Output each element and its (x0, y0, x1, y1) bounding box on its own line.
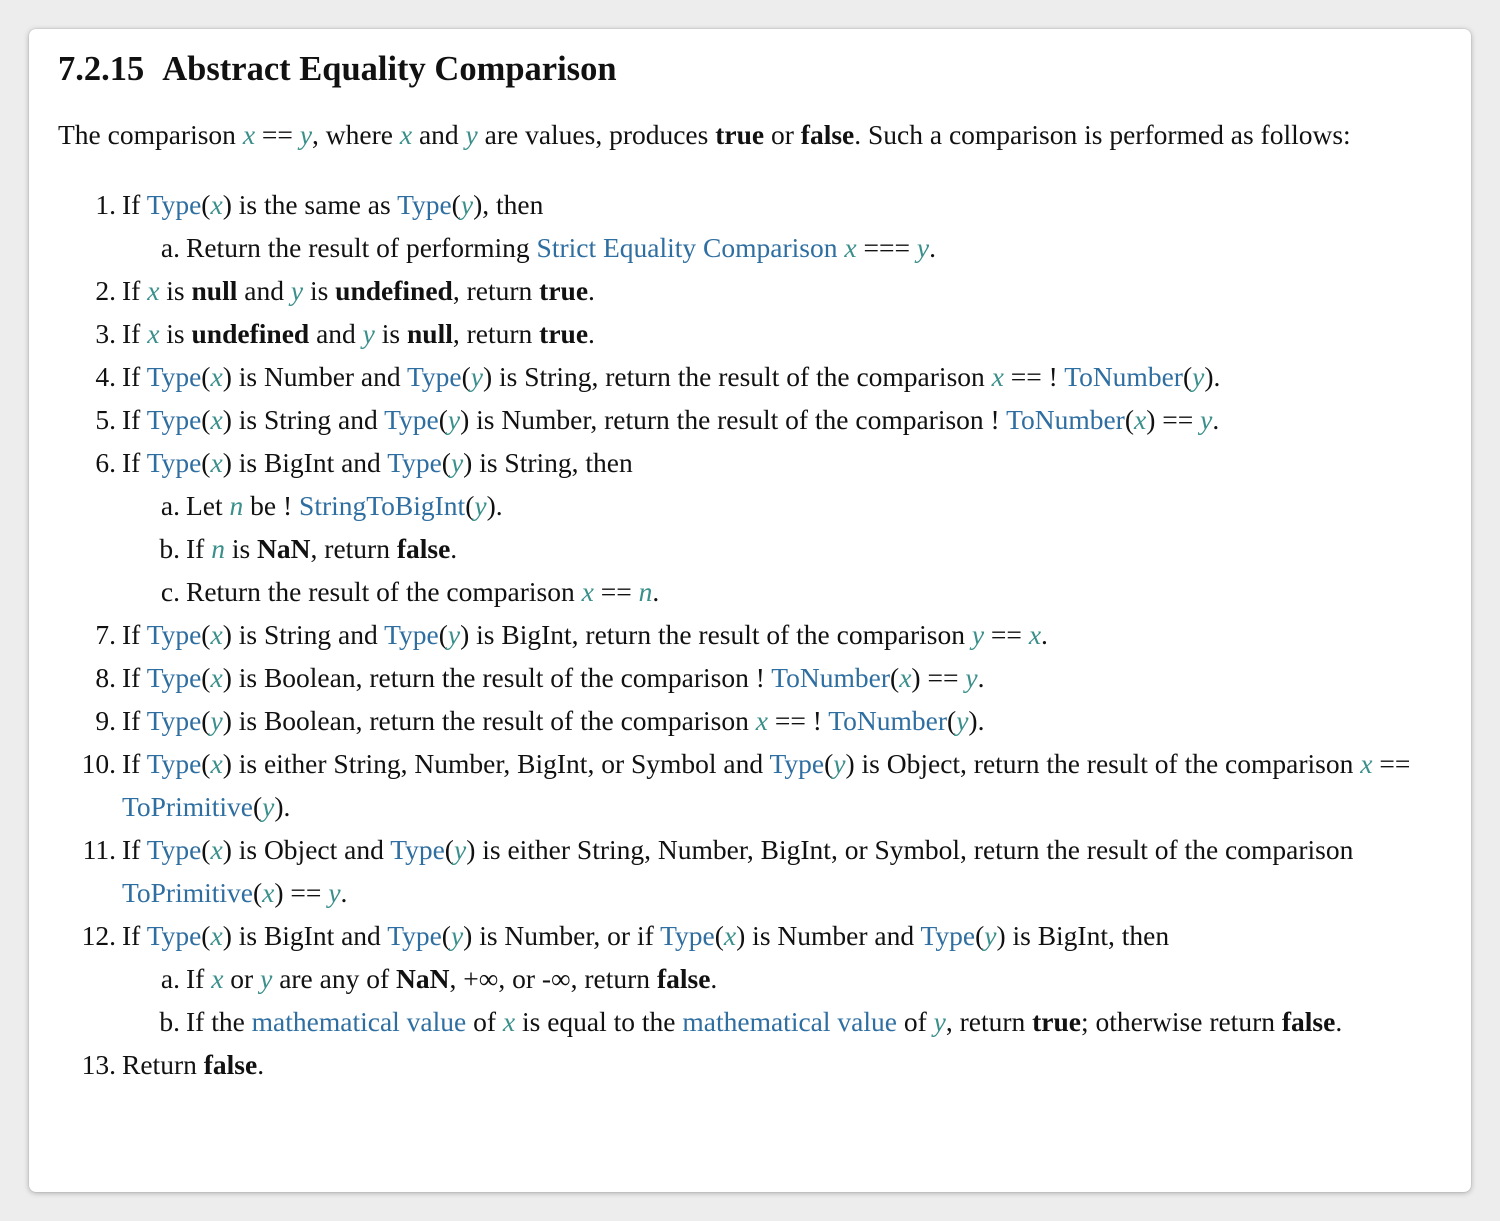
var-y: y (956, 705, 969, 736)
step-number: 2. (95, 275, 116, 306)
var-y: y (450, 920, 464, 951)
step-text: ( (1182, 361, 1193, 392)
var-y: y (460, 189, 474, 220)
step-text: is (159, 318, 192, 349)
step-text: If (122, 834, 147, 865)
step-text: is (159, 275, 192, 306)
step-text: ) == (274, 877, 329, 908)
step-text: If (122, 748, 147, 779)
step-text: ( (441, 447, 451, 478)
step-text: , return (310, 533, 397, 564)
step-text: . (450, 533, 458, 564)
step-text: ) is String, return the result of the comparison (483, 361, 992, 392)
step-text: is (224, 533, 258, 564)
step-text: == (1372, 748, 1411, 779)
step-text: ( (1124, 404, 1135, 435)
value-true: true (715, 119, 765, 150)
var-x: x (899, 662, 912, 693)
var-x: x (210, 361, 223, 392)
var-n: n (638, 576, 653, 607)
var-x: x (147, 275, 160, 306)
step-text: Let (186, 490, 230, 521)
step-text: ( (441, 920, 451, 951)
var-y: y (328, 877, 341, 908)
step-text: ( (714, 920, 724, 951)
step-text: ( (890, 662, 900, 693)
value-nan: NaN (396, 963, 450, 994)
link-type[interactable]: Type (384, 619, 439, 650)
step-text: ( (201, 619, 211, 650)
step-text: ( (947, 705, 957, 736)
intro-text: are values, produces (477, 119, 716, 150)
step-text: are any of (272, 963, 396, 994)
link-toprimitive[interactable]: ToPrimitive (122, 791, 253, 822)
step-text: . (257, 1049, 265, 1080)
value-nan: NaN (257, 533, 311, 564)
intro-text: == (255, 119, 300, 150)
var-x: x (399, 119, 413, 150)
step-13 (58, 1043, 1471, 1086)
var-y: y (210, 705, 223, 736)
step-text: If (122, 705, 147, 736)
link-type[interactable]: Type (397, 189, 452, 220)
step-text: . (1041, 619, 1048, 650)
var-y: y (1200, 404, 1213, 435)
step-9 (58, 699, 1471, 742)
step-text: ) is Object, return the result of the comparison (845, 748, 1361, 779)
substep-letter: b. (159, 1006, 180, 1037)
value-false: false (1281, 1006, 1336, 1037)
var-y: y (933, 1006, 946, 1037)
step-text: ( (253, 877, 263, 908)
step-text: . (1335, 1006, 1343, 1037)
substep-letter: a. (160, 963, 180, 994)
var-x: x (210, 447, 223, 478)
step-text: If (186, 533, 212, 564)
var-y: y (299, 119, 313, 150)
var-n: n (229, 490, 244, 521)
link-type[interactable]: Type (146, 447, 202, 478)
var-x: x (502, 1006, 516, 1037)
step-12a (58, 957, 1471, 1000)
var-y: y (262, 791, 275, 822)
step-text: . (588, 275, 595, 306)
step-text: ) is BigInt and (222, 920, 388, 951)
step-text: ( (201, 404, 211, 435)
link-tonumber[interactable]: ToNumber (1064, 361, 1183, 392)
step-text: Return the result of performing (186, 232, 537, 263)
step-text: ), then (473, 189, 544, 220)
step-text: . (588, 318, 595, 349)
var-n: n (211, 533, 225, 564)
link-type[interactable]: Type (660, 920, 715, 951)
value-false: false (800, 119, 855, 150)
link-type[interactable]: Type (384, 404, 439, 435)
var-x: x (1028, 619, 1042, 650)
var-y: y (474, 490, 487, 521)
value-undefined: undefined (335, 275, 453, 306)
step-text: and (237, 275, 291, 306)
var-y: y (833, 748, 846, 779)
var-y: y (965, 662, 978, 693)
step-text: ( (201, 834, 211, 865)
var-y: y (447, 404, 461, 435)
intro-text: and (412, 119, 466, 150)
step-text: If (122, 619, 147, 650)
step-text: == ! (767, 705, 829, 736)
step-text: ) is either String, Number, BigInt, or Symbol, return the result of the comparison (466, 834, 1354, 865)
step-text: If (122, 275, 148, 306)
var-x: x (210, 662, 223, 693)
step-text: ( (451, 189, 461, 220)
step-6 (58, 441, 1471, 484)
algorithm-steps (58, 183, 1471, 1086)
var-x: x (262, 877, 275, 908)
step-text: ) is BigInt and (222, 447, 388, 478)
step-10 (58, 742, 1412, 828)
step-text: ) is Number and (222, 361, 408, 392)
step-text: ). (274, 791, 291, 822)
step-2 (58, 269, 1471, 312)
link-type[interactable]: Type (390, 834, 445, 865)
step-12b (58, 1000, 1471, 1043)
intro-text: , where (312, 119, 400, 150)
link-type[interactable]: Type (146, 619, 202, 650)
var-x: x (147, 318, 160, 349)
step-text: If (122, 189, 147, 220)
var-y: y (916, 232, 930, 263)
step-text: , return (945, 1006, 1033, 1037)
link-type[interactable]: Type (407, 361, 462, 392)
step-text: ( (253, 791, 263, 822)
value-null: null (406, 318, 453, 349)
step-text: ( (201, 361, 211, 392)
step-4 (58, 355, 1471, 398)
step-text: ( (201, 748, 211, 779)
step-number: 8. (95, 662, 116, 693)
step-number: 9. (95, 705, 116, 736)
step-text: If (122, 662, 147, 693)
link-stringtobigint[interactable]: StringToBigInt (299, 490, 466, 521)
step-text: == (984, 619, 1029, 650)
step-6c (58, 570, 1471, 613)
step-text: If (122, 920, 147, 951)
link-tonumber[interactable]: ToNumber (771, 662, 891, 693)
step-text: ( (465, 490, 475, 521)
value-false: false (396, 533, 451, 564)
var-y: y (453, 834, 467, 865)
step-text: . (929, 232, 936, 263)
step-text: ) is the same as (222, 189, 398, 220)
intro-text: . Such a comparison is performed as follows: (854, 119, 1351, 150)
section-heading (58, 47, 1471, 91)
var-y: y (971, 619, 985, 650)
var-x: x (723, 920, 737, 951)
var-x: x (242, 119, 256, 150)
step-text: ) == (1146, 404, 1201, 435)
step-text: . (977, 662, 985, 693)
link-type[interactable]: Type (146, 834, 202, 865)
step-5 (58, 398, 1471, 441)
step-text: ). (486, 490, 503, 521)
link-tonumber[interactable]: ToNumber (1006, 404, 1125, 435)
step-number: 13. (81, 1049, 116, 1080)
value-null: null (191, 275, 238, 306)
step-text: ) is String, then (463, 447, 633, 478)
var-x: x (210, 189, 223, 220)
step-text: ( (201, 920, 211, 951)
link-type[interactable]: Type (920, 920, 976, 951)
link-mathematical-value[interactable]: mathematical value (682, 1006, 897, 1037)
var-y: y (470, 361, 483, 392)
link-type[interactable]: Type (146, 748, 202, 779)
step-text: of (466, 1006, 503, 1037)
link-type[interactable]: Type (146, 920, 202, 951)
step-text: Return the result of the comparison (186, 576, 582, 607)
step-text: ) == (911, 662, 966, 693)
step-text: If (122, 361, 147, 392)
step-text: ) is Number, return the result of the comparison ! (460, 404, 1007, 435)
step-text: is equal to the (515, 1006, 683, 1037)
var-x: x (210, 748, 223, 779)
step-number: 4. (95, 361, 116, 392)
value-undefined: undefined (191, 318, 310, 349)
step-text: or (223, 963, 261, 994)
step-number: 6. (95, 447, 116, 478)
var-x: x (581, 576, 594, 607)
step-text: ( (201, 705, 211, 736)
substep-letter: a. (160, 232, 180, 263)
step-text: ( (438, 619, 448, 650)
step-number: 1. (95, 189, 116, 220)
section-title: Abstract Equality Comparison (162, 50, 617, 88)
var-x: x (991, 361, 1004, 392)
step-8 (58, 656, 1471, 699)
step-text: ( (824, 748, 834, 779)
step-number: 11. (82, 834, 116, 865)
step-text: be ! (243, 490, 300, 521)
value-false: false (656, 963, 711, 994)
link-type[interactable]: Type (146, 662, 202, 693)
link-mathematical-value[interactable]: mathematical value (251, 1006, 467, 1037)
var-x: x (1360, 748, 1373, 779)
step-12 (58, 914, 1471, 957)
intro-text: The comparison (58, 119, 243, 150)
step-text: If (122, 318, 148, 349)
step-text: and (309, 318, 363, 349)
step-text: ) is BigInt, return the result of the comparison (460, 619, 972, 650)
step-text: ) is Boolean, return the result of the comparison (222, 705, 756, 736)
step-1 (58, 183, 1471, 226)
link-type[interactable]: Type (146, 404, 202, 435)
step-text: . (652, 576, 660, 607)
step-6b (58, 527, 1471, 570)
link-tonumber[interactable]: ToNumber (828, 705, 948, 736)
step-text: ). (1204, 361, 1221, 392)
section-number: 7.2.15 (58, 50, 145, 88)
value-true: true (539, 318, 589, 349)
step-text: , return (452, 318, 540, 349)
step-11 (58, 828, 1412, 914)
step-text: If (122, 404, 147, 435)
step-text: ( (975, 920, 985, 951)
step-text: == ! (1003, 361, 1065, 392)
step-text: Return (122, 1049, 204, 1080)
step-text: ( (444, 834, 454, 865)
step-text: . (340, 877, 348, 908)
step-text: is (374, 318, 407, 349)
var-x: x (210, 920, 223, 951)
step-text: ) is BigInt, then (996, 920, 1170, 951)
var-x: x (844, 232, 857, 263)
link-type[interactable]: Type (387, 447, 442, 478)
step-number: 10. (81, 748, 116, 779)
step-number: 7. (95, 619, 116, 650)
var-y: y (465, 119, 478, 150)
step-number: 3. (95, 318, 116, 349)
substep-letter: a. (160, 490, 180, 521)
var-y: y (260, 963, 273, 994)
step-text: ). (968, 705, 985, 736)
value-true: true (539, 275, 589, 306)
step-3 (58, 312, 1471, 355)
step-text: If (122, 447, 147, 478)
spec-section-card (29, 29, 1471, 1192)
link-type[interactable]: Type (146, 189, 202, 220)
var-x: x (210, 404, 223, 435)
substep-letter: c. (160, 576, 180, 607)
var-x: x (755, 705, 768, 736)
step-text: If the (186, 1006, 252, 1037)
var-x: x (210, 834, 223, 865)
intro-text: or (764, 119, 801, 150)
intro-paragraph (58, 113, 1443, 156)
step-text: === (856, 232, 917, 263)
var-y: y (447, 619, 461, 650)
step-text: ( (201, 662, 211, 693)
step-text: is (303, 275, 336, 306)
link-strict-equality-comparison[interactable]: Strict Equality Comparison (536, 232, 838, 263)
step-text: ( (201, 447, 211, 478)
step-text: ( (201, 189, 211, 220)
step-1a (58, 226, 1471, 269)
step-text: ( (438, 404, 448, 435)
step-6a (58, 484, 1471, 527)
step-number: 12. (81, 920, 116, 951)
substep-letter: b. (159, 533, 180, 564)
step-text: ) is Number, or if (463, 920, 661, 951)
link-type[interactable]: Type (769, 748, 825, 779)
step-text: ) is String and (222, 404, 385, 435)
step-text: , +∞, or -∞, return (449, 963, 657, 994)
step-text: , return (452, 275, 540, 306)
step-text: ) is either String, Number, BigInt, or Symbol and (222, 748, 770, 779)
step-text: ) is Object and (222, 834, 391, 865)
step-7 (58, 613, 1471, 656)
value-true: true (1032, 1006, 1082, 1037)
link-type[interactable]: Type (146, 705, 202, 736)
step-text: ) is Boolean, return the result of the comparison ! (222, 662, 772, 693)
var-x: x (211, 963, 224, 994)
step-text: . (1212, 404, 1220, 435)
var-x: x (210, 619, 223, 650)
link-type[interactable]: Type (146, 361, 202, 392)
step-text: ; otherwise return (1081, 1006, 1282, 1037)
var-y: y (450, 447, 464, 478)
var-y: y (1192, 361, 1205, 392)
step-text: of (896, 1006, 934, 1037)
var-x: x (1134, 404, 1147, 435)
step-text: ( (461, 361, 471, 392)
var-y: y (984, 920, 997, 951)
step-text: If (186, 963, 212, 994)
link-toprimitive[interactable]: ToPrimitive (122, 877, 253, 908)
link-type[interactable]: Type (387, 920, 442, 951)
step-text: ) is String and (222, 619, 385, 650)
var-y: y (362, 318, 375, 349)
step-number: 5. (95, 404, 116, 435)
value-false: false (203, 1049, 258, 1080)
step-text: == (593, 576, 639, 607)
step-text: ) is Number and (736, 920, 921, 951)
var-y: y (290, 275, 304, 306)
step-text: . (710, 963, 718, 994)
